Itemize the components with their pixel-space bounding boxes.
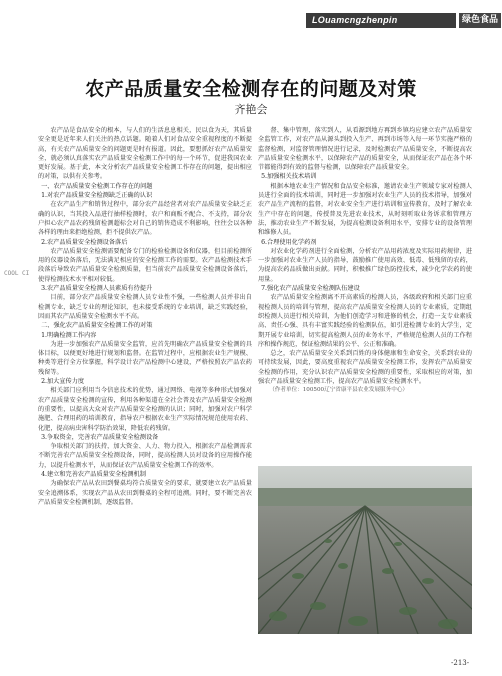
page-number: -213- [451,659,470,667]
banner-bar [306,13,456,28]
body-paragraph: 督、集中管理，落实到人，从看源到地方再到乡镇均应建立农产品质量安全监管工作，对农产品从源头到投入生产、再到市场等入每一环节实施严格的监督检测，对监督管理情况进行记录，及时检测农产品质量安全，不断提高农产品质量安全检测水平，以保障农产品的质量安全，从而保证农产品在各个环节都能得到有效的监督与检测，以保障农产品质量安全。 [258,127,472,172]
section-heading: 4.建立和完善农产品质量安全检测机制 [41,470,146,478]
right-column [258,126,472,396]
body-paragraph: 相关部门应利用当今信息技术的优势，通过网络、电视等多种形式加强对农产品质量安全检测的宣传，利用各种渠道在全社会普及农产品质量安全检测的重要性，以提高大众对农产品质量安全检测的认识；同时，加强对农户科学施肥、合理用药的培训教育，指导农户根据农业生产实际情况规范使用农药、化肥，提高病虫害科学防治效果，降低农药残留。 [38,387,252,432]
section-heading: 1.对农产品质量安全检测缺乏正确的认识 [41,192,153,200]
body-paragraph: 对农业化学药剂进行全面检测，分析农产品用药浓度及实际用药规律，进一步加强对农业生产人员的指导，鼓励推广使用高效、低毒、低残留的农药，为提高农药品质做出贡献。同时，积极推广绿色防控技术，减少化学农药的使用量。 [258,247,472,283]
section-heading: 6.合理使用化学药剂 [261,238,317,246]
body-paragraph: 为进一步加强农产品质量安全监管，应首先明确农产品质量安全检测的具体目标，以便更好地进行规划和监督。在监管过程中，应根据农业生产规模、种类等进行全方位掌握，科学设计农产品检测中心建设，严格按照农产品农药残留等。 [38,340,252,376]
section-heading: 2.农产品质量安全检测设备落后 [41,238,128,246]
body-paragraph: 争取相关部门的扶持，加大资金、人力、物力投入，根据农产品检测需求不断完善农产品质量安全检测设备，同时，提高检测人员对设备的应用操作能力，以提升检测水平，从而保证农产品质量安全检测工作的效率。 [38,443,252,469]
article-title: 农产品质量安全检测存在的问题及对策 [85,78,417,100]
body-paragraph: 农产品质量安全检测需要配备专门的检验检测设备和仪器，但目前检测所用的仪器设备落后，无法满足相应的安全检测工作的需要。农产品检测技术手段落后导致农产品质量安全检测质量，但当前农产品质量安全检测设备落后，使得检测技术水平相对较低。 [38,247,252,283]
left-column [38,126,252,507]
section-heading: 3.农产品质量安全检测人员素质有待提升 [41,285,153,293]
author-note: （作者单位：100500辽宁省康平县农业发展服务中心） [269,387,409,394]
section-heading: 一、农产品质量安全检测工作存在的问题 [41,182,153,190]
body-paragraph: 目前，部分农产品质量安全检测人员专业性不强，一些检测人员并非出自检测专业，缺乏专业的理论知识，也未接受系统的专业培训，缺乏实践经验，因而其农产品质量安全检测水平不高。 [38,294,252,320]
farm-field-photo [258,466,472,634]
section-heading: 2.加大宣传力度 [41,378,85,386]
field-illustration [258,466,472,634]
section-heading: 7.强化农产品质量安全检测队伍建设 [261,285,360,293]
body-paragraph: 农产品是食品安全的根本，与人们的生活息息相关，民以食为天，其质量安全更是近年来人们关注的热点话题。随着人们对食品安全重视程度的不断提高，有关农产品质量安全的问题更是时有报道。因此，要想抓好农产品质量安全，就必须认真落实农产品质量安全检测工作中的每一个环节，促进我国农业更好发展。基于此，本文分析农产品质量安全检测工作存在的问题，提出相应的对策，以供有关参考。 [38,127,252,181]
banner-latin-text: LOuamcngzhenpin [312,15,398,25]
section-heading: 3.争取资金，完善农产品质量安全检测设备 [41,433,159,441]
body-paragraph: 总之，农产品质量安全关系到百姓的身体健康和生命安全，关系到农业的可持续发展，因此，要高度重视农产品质量安全检测工作，发挥农产品质量安全检测的作用，充分认识农产品质量安全检测的重要性，采取相应的对策，加强农产品质量安全检测工作，提高农产品质量安全检测水平。 [258,350,472,386]
body-paragraph: 为确保农产品从农田到餐桌均符合质量安全的要求，就要建立农产品质量安全追溯体系，实现农产品从农田到餐桌的全程可追溯。同时，要不断完善农产品质量安全检测机制，逐级监督。 [38,480,252,506]
side-watermark: COOL CI [4,270,30,277]
body-paragraph: 农产品质量安全检测离不开高素质的检测人员，各级政府和相关部门应重视检测人员的培训与管理，提高农产品质量安全检测人员的专业素质，定期组织检测人员进行相关培训，为他们创造学习和进修的机会，打造一支专业素质高、责任心强、具有丰富实践经验的检测队伍，如引进检测专业的大学生，定期开展专业培训，切实提高检测人员的业务水平，严格规范检测人员的工作程序和操作规范，保证检测结果的公平、公正和准确。 [258,294,472,348]
section-heading: 5.加强相关技术培训 [261,173,317,181]
body-paragraph: 在农产品生产和销售过程中，部分农产品经营者对农产品质量安全缺乏正确的认识，当其投入品进行抽样检测时，农户和商贩不配合、不支持，部分农户担心农产品农药残留检测超标会对自己的销售造成不利影响，往往会以各种各样的理由来拒绝检测，拒不提供农产品。 [38,201,252,237]
banner-tag: 绿色食品 [459,13,501,28]
section-heading: 1.明确检测工作内容 [41,331,97,339]
body-paragraph: 根据本地农业生产情况和食品安全标准，邀请农业生产领域专家对检测人员进行全面的技术培训，同时进一步加强对农业生产人员的技术指导，加强对农产品生产流程的监督，对农业安全生产进行培训和宣传教育，及时了解农业生产中存在的问题，传授普及先进农业技术，从时刻听取业务诉求和管理方法，推动农业生产不断发展，为提高检测设备利用水平，安排专业的设备管理和维修人员。 [258,182,472,237]
section-heading: 二、强化农产品质量安全检测工作的对策 [41,322,153,330]
article-author: 齐艳会 [234,103,268,116]
